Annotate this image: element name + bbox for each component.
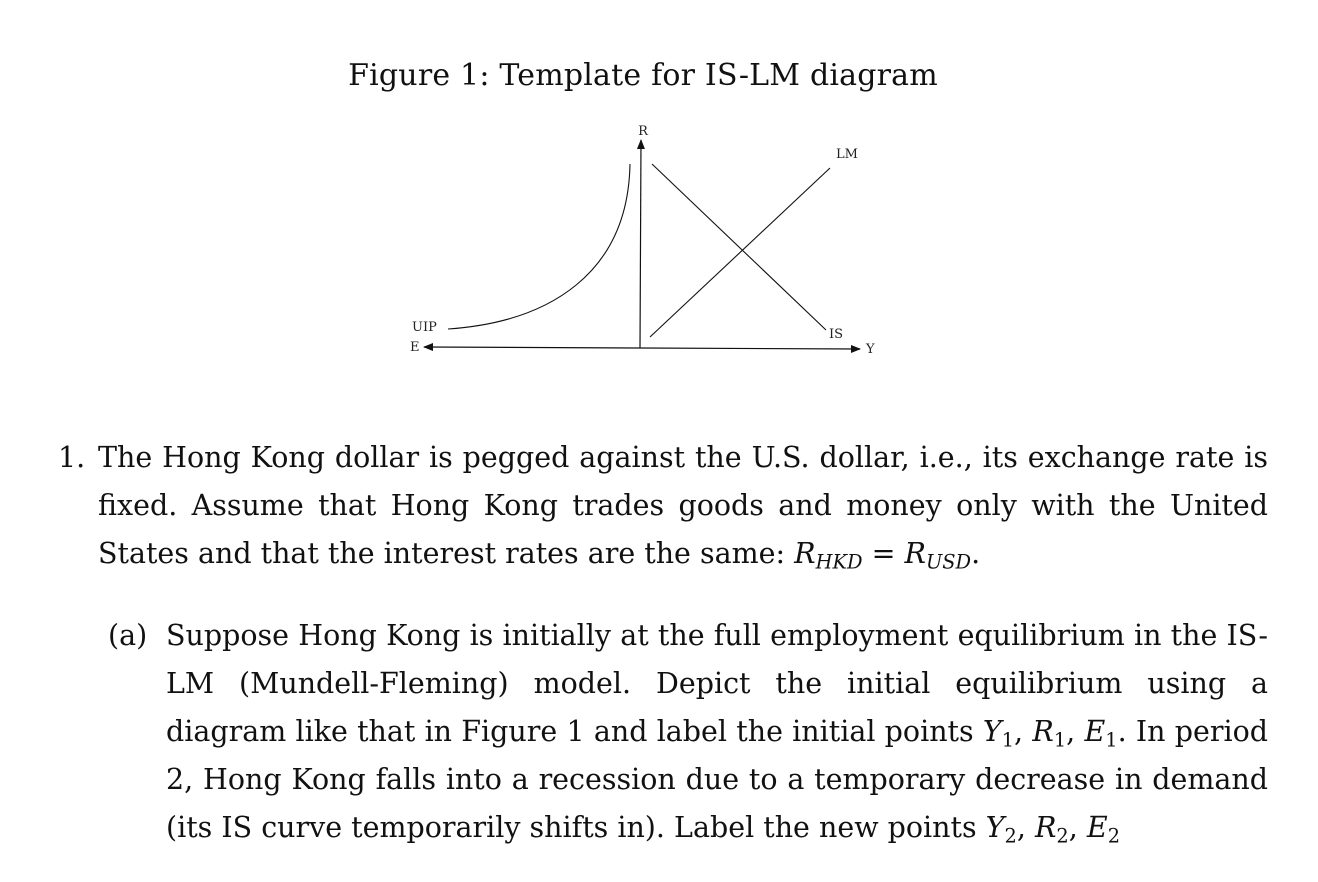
- part-a-text-2: In period 2, Hong Kong falls into a recession due to a temporary decrease in demand (its IS curve temporarily shifts in). Label the new points: [166, 715, 1269, 844]
- new-points: $Y_2$, $R_2$, $E_2$: [985, 811, 1121, 848]
- y-axis-label: Y: [866, 342, 875, 357]
- initial-points: $Y_1$, $R_1$, $E_1$.: [982, 715, 1127, 752]
- e-axis-label: E: [410, 340, 420, 355]
- islm-diagram-svg: [400, 118, 890, 368]
- uip-label: UIP: [412, 320, 437, 335]
- question-1-text: The Hong Kong dollar is pegged against the U.S. dollar, i.e., its exchange rate is fixed. Assume that Hong Kong trades goods and money only with the United States and that the interest rates are the same:: [98, 441, 1268, 570]
- r-axis-label: R: [638, 124, 648, 139]
- islm-diagram: [400, 118, 890, 372]
- part-label: (a): [108, 619, 148, 652]
- part-a-text: [166, 612, 1268, 852]
- y-axis: [640, 348, 860, 349]
- interest-parity-equation: $R_{HKD} = R_{USD}$.: [794, 537, 981, 574]
- uip-curve: [448, 164, 630, 329]
- question-number: 1.: [58, 441, 86, 474]
- question-1a: [108, 612, 1268, 852]
- lm-label: LM: [836, 147, 858, 162]
- part-a-text-1: Suppose Hong Kong is initially at the full employment equilibrium in the IS-LM (Mundell-Fleming) model. Depict the initial equilibrium using a diagram like that in Figure 1 and label the initial points: [166, 619, 1268, 748]
- is-label: IS: [828, 327, 844, 342]
- lm-curve: [650, 168, 830, 337]
- question-text: [98, 434, 1268, 578]
- question-1: [58, 434, 1268, 578]
- figure-caption: Figure 1: Template for IS-LM diagram: [348, 58, 938, 93]
- r-axis: [640, 140, 641, 348]
- e-axis: [424, 347, 640, 348]
- is-curve: [652, 164, 826, 330]
